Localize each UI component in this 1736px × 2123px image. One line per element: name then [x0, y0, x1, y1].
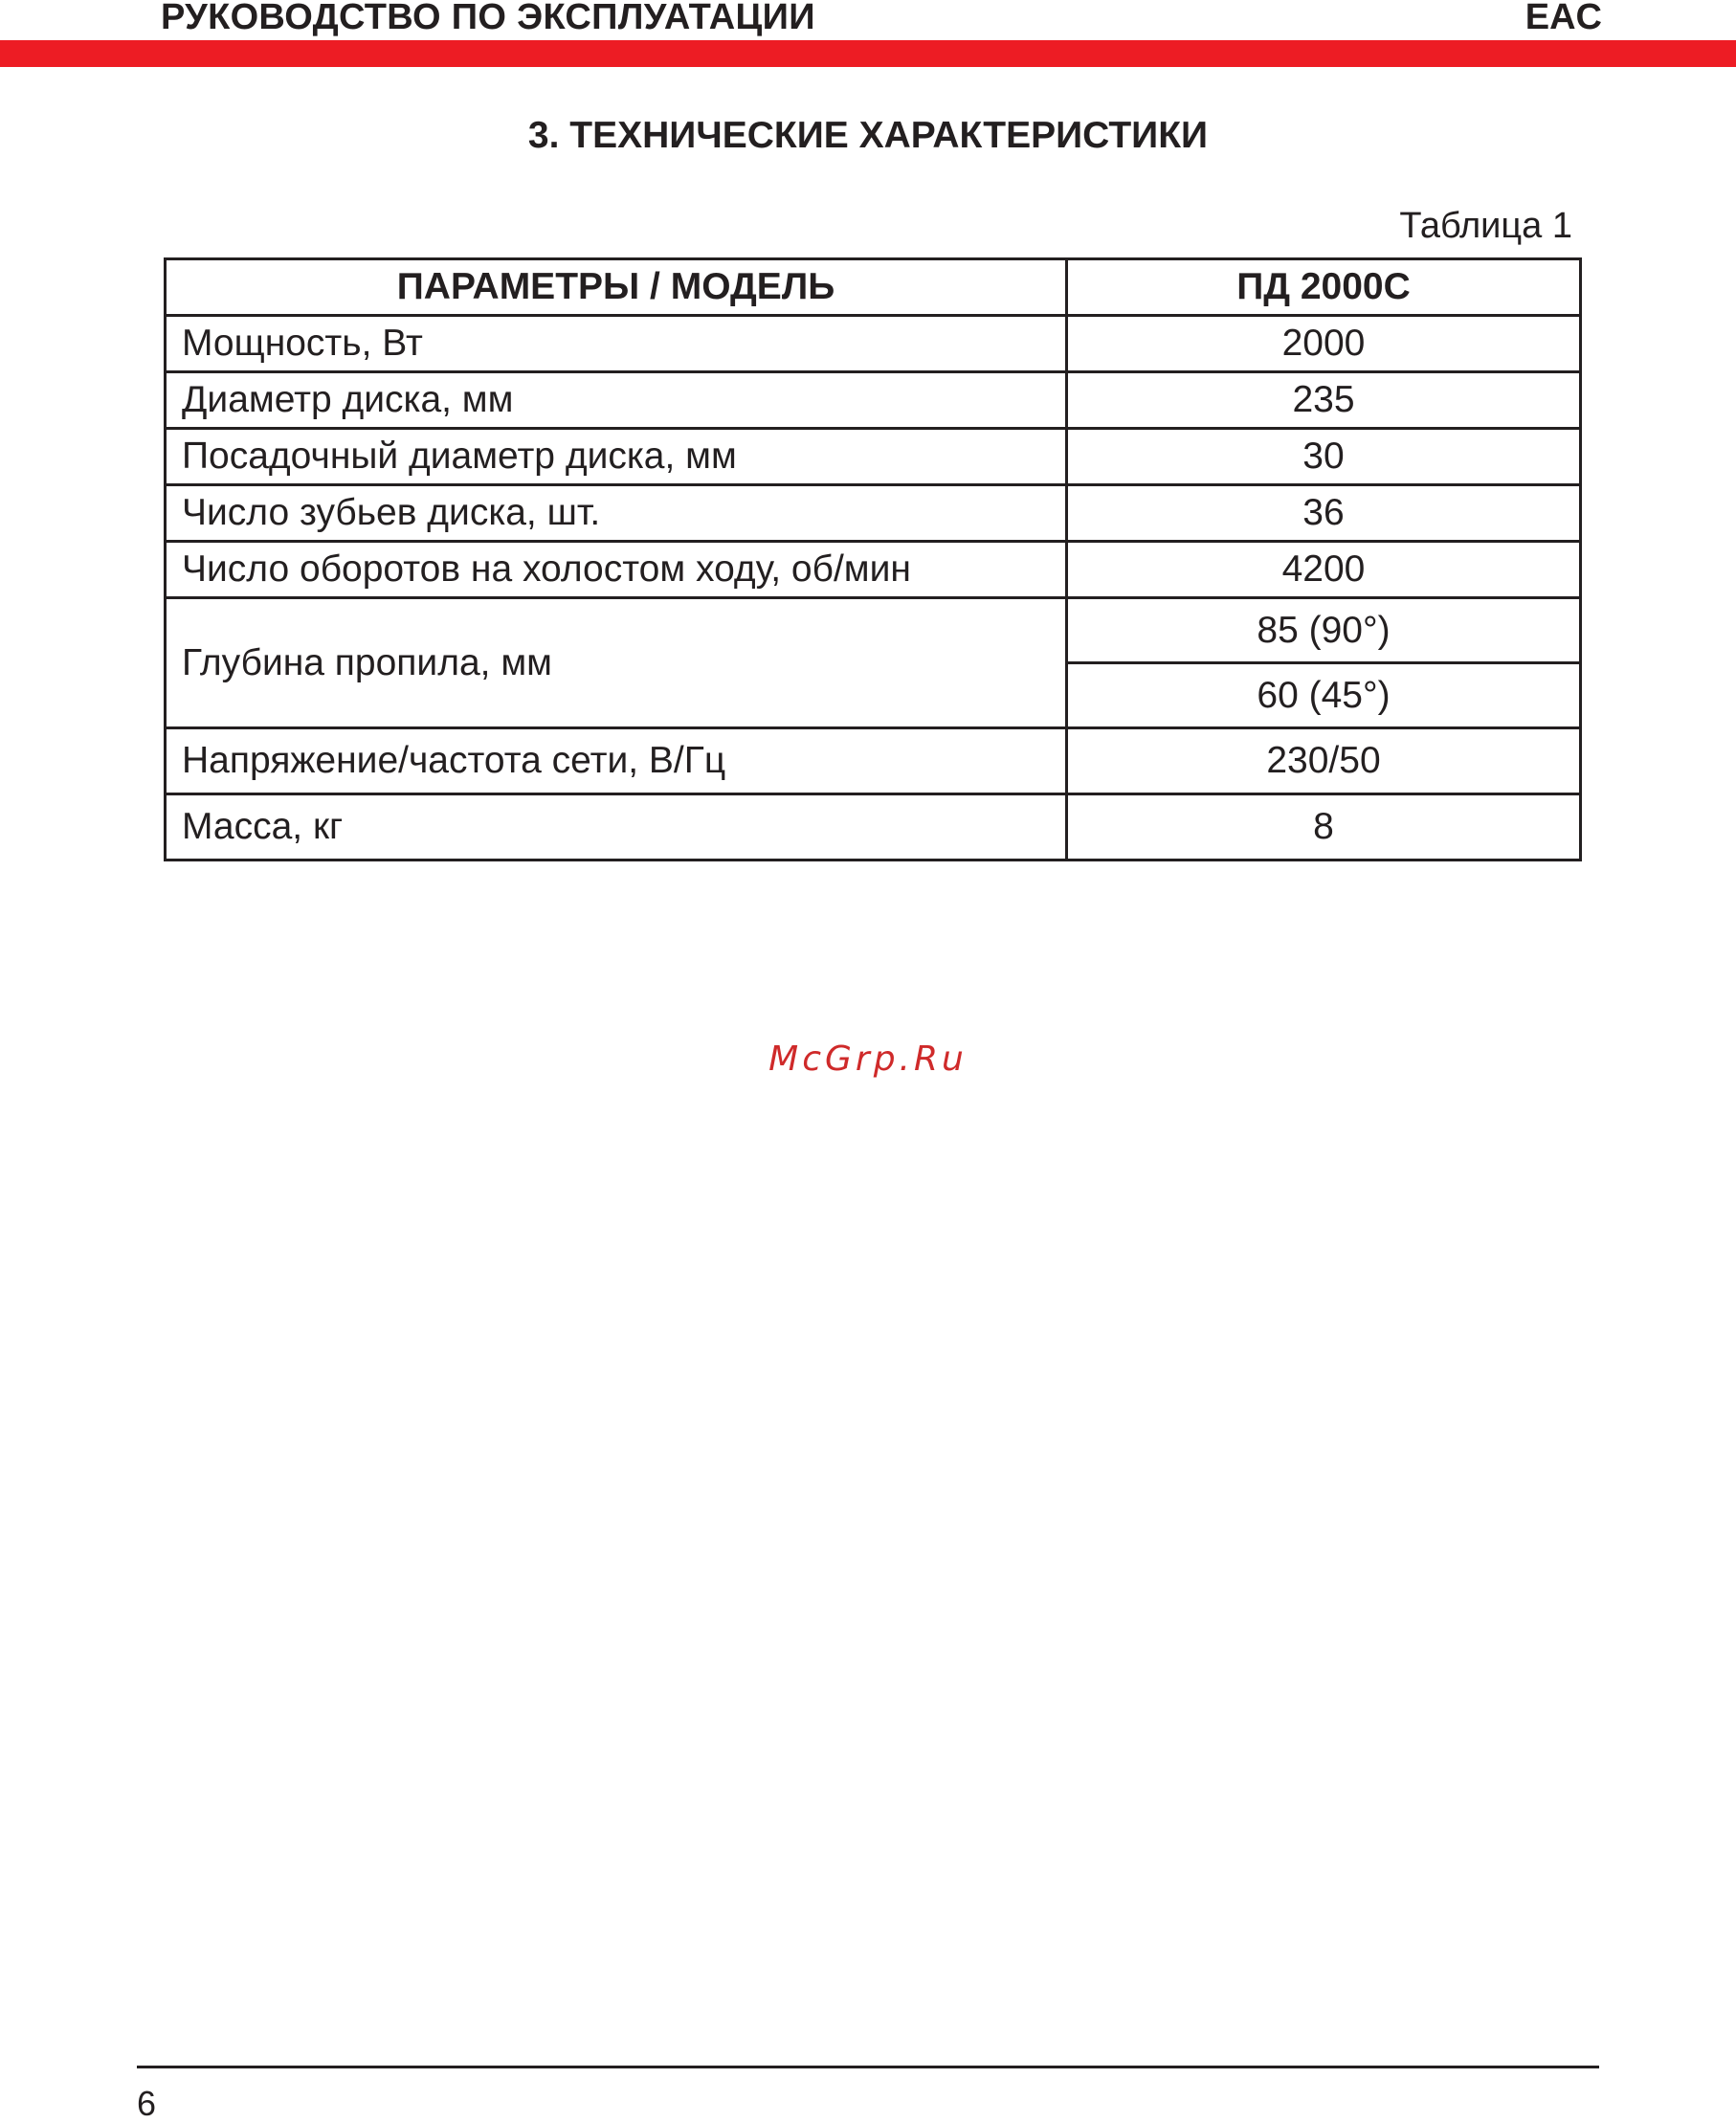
value-power: 2000: [1067, 316, 1581, 372]
header-red-band: [0, 40, 1736, 67]
value-teeth-count: 36: [1067, 485, 1581, 542]
param-power: Мощность, Вт: [166, 316, 1067, 372]
param-disc-diameter: Диаметр диска, мм: [166, 372, 1067, 429]
table-row: [166, 728, 1581, 794]
value-bore-diameter: 30: [1067, 429, 1581, 485]
table-row: [166, 794, 1581, 860]
param-cut-depth: Глубина пропила, мм: [166, 598, 1067, 728]
table-header-row: [166, 259, 1581, 316]
header-model: ПД 2000С: [1067, 259, 1581, 316]
document-header-title: РУКОВОДСТВО ПО ЭКСПЛУАТАЦИИ: [161, 0, 815, 37]
table-row: [166, 316, 1581, 372]
param-teeth-count: Число зубьев диска, шт.: [166, 485, 1067, 542]
value-cut-depth-45: 60 (45°): [1067, 663, 1581, 728]
table-row: [166, 372, 1581, 429]
value-disc-diameter: 235: [1067, 372, 1581, 429]
value-cut-depth-90: 85 (90°): [1067, 598, 1581, 663]
value-weight: 8: [1067, 794, 1581, 860]
watermark: McGrp.Ru: [768, 1039, 968, 1079]
value-voltage: 230/50: [1067, 728, 1581, 794]
value-idle-speed: 4200: [1067, 542, 1581, 598]
section-title: 3. ТЕХНИЧЕСКИЕ ХАРАКТЕРИСТИКИ: [527, 115, 1209, 156]
table-row: [166, 429, 1581, 485]
param-bore-diameter: Посадочный диаметр диска, мм: [166, 429, 1067, 485]
param-weight: Масса, кг: [166, 794, 1067, 860]
page-number: 6: [137, 2084, 157, 2123]
table-row: [166, 598, 1581, 663]
table-row: [166, 542, 1581, 598]
specifications-table: [164, 257, 1582, 861]
param-voltage: Напряжение/частота сети, В/Гц: [166, 728, 1067, 794]
param-idle-speed: Число оборотов на холостом ходу, об/мин: [166, 542, 1067, 598]
table-row: [166, 485, 1581, 542]
header-param: ПАРАМЕТРЫ / МОДЕЛЬ: [166, 259, 1067, 316]
table-caption: Таблица 1: [1399, 206, 1572, 246]
footer-divider: [137, 2066, 1599, 2068]
eac-mark: EAC: [1525, 0, 1602, 37]
